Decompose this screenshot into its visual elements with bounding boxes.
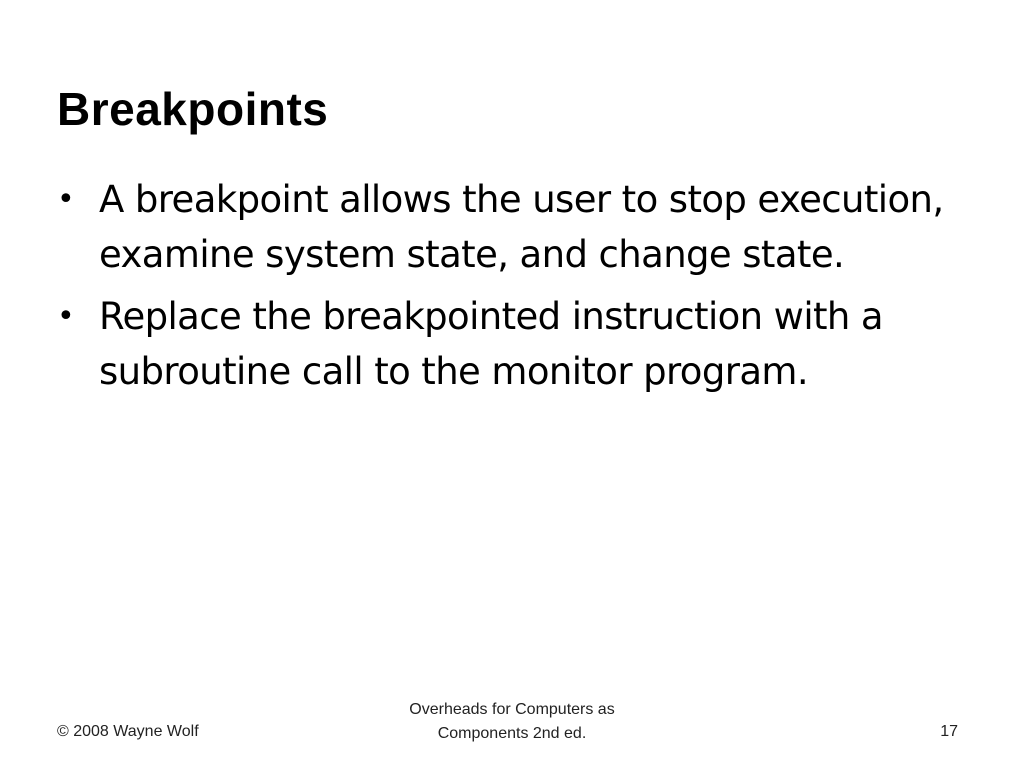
bullet-text: Replace the breakpointed instruction with a subroutine call to the monitor program. (99, 295, 884, 393)
footer-source-line1: Overheads for Computers as (409, 701, 615, 718)
slide-title: Breakpoints (57, 83, 329, 135)
page-number: 17 (940, 723, 958, 740)
bullet-marker: • (57, 182, 75, 217)
footer-copyright: © 2008 Wayne Wolf (57, 723, 199, 740)
bullet-text: A breakpoint allows the user to stop execution, examine system state, and change state. (99, 178, 944, 276)
bullet-marker: • (57, 299, 75, 334)
footer-source (362, 698, 662, 746)
bullet-list (57, 172, 957, 406)
bullet-item (57, 289, 957, 399)
bullet-item (57, 172, 957, 282)
slide-footer (0, 690, 1024, 750)
footer-source-line2: Components 2nd ed. (437, 725, 587, 742)
